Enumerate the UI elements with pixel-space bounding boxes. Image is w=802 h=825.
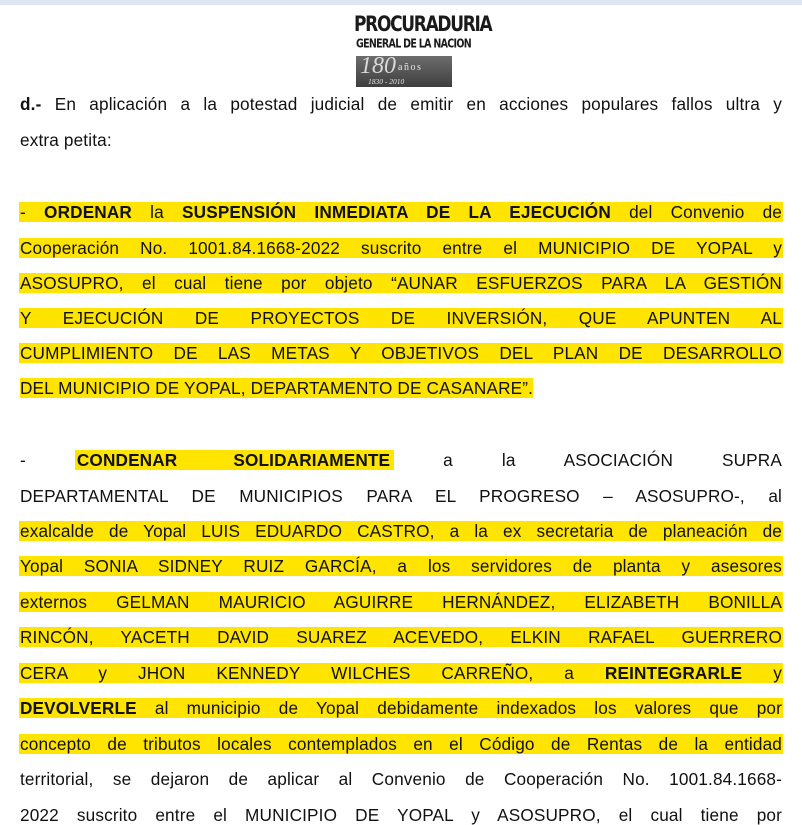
ordenar-line-6: DEL MUNICIPIO DE YOPAL, DEPARTAMENTO DE CASANARE”.	[20, 378, 534, 398]
logo-subtitle: GENERAL DE LA NACION	[356, 37, 471, 52]
condenar-line-2: DEPARTAMENTAL DE MUNICIPIOS PARA EL PROGRESO – ASOSUPRO-, al	[20, 486, 782, 506]
condenar-line-10: territorial, se dejaron de aplicar al Convenio de Cooperación No. 1001.84.1668-	[20, 769, 782, 789]
anniversary-number: 180	[360, 53, 396, 79]
top-frame-border	[0, 0, 802, 5]
ordenar-verb: ORDENAR	[44, 202, 132, 222]
ordenar-line-3: ASOSUPRO, el cual tiene por objeto “AUNAR ESFUERZOS PARA LA GESTIÓN	[20, 273, 782, 293]
logo-title: PROCURADURIA	[354, 12, 492, 37]
condenar-line-1: - CONDENAR SOLIDARIAMENTE a la ASOCIACIÓN SUPRA	[20, 450, 782, 470]
anniversary-word: años	[398, 62, 423, 73]
paragraph-label: d.-	[20, 94, 42, 114]
condenar-line-4: Yopal SONIA SIDNEY RUIZ GARCÍA, a los servidores de planta y asesores	[20, 556, 782, 576]
condenar-verb: CONDENAR SOLIDARIAMENTE	[75, 450, 394, 470]
anniversary-badge	[356, 53, 452, 87]
condenar-line-5: externos GELMAN MAURICIO AGUIRRE HERNÁNDEZ, ELIZABETH BONILLA	[20, 592, 782, 612]
devolverle-word: DEVOLVERLE	[20, 698, 137, 718]
condenar-line-9: concepto de tributos locales contemplados en el Código de Rentas de la entidad	[20, 734, 782, 754]
ordenar-object: SUSPENSIÓN INMEDIATA DE LA EJECUCIÓN	[182, 202, 611, 222]
condenar-line-7: CERA y JHON KENNEDY WILCHES CARREÑO, a REINTEGRARLE y	[20, 663, 782, 683]
condenar-line-3: exalcalde de Yopal LUIS EDUARDO CASTRO, a la ex secretaria de planeación de	[20, 521, 782, 541]
anniversary-years: 1830 - 2010	[368, 77, 405, 86]
condenar-line-11: 2022 suscrito entre el MUNICIPIO DE YOPAL y ASOSUPRO, el cual tiene por	[20, 805, 782, 825]
ordenar-line-1: - ORDENAR la SUSPENSIÓN INMEDIATA DE LA EJECUCIÓN del Convenio de	[20, 202, 783, 222]
ordenar-line-4: Y EJECUCIÓN DE PROYECTOS DE INVERSIÓN, QUE APUNTEN AL	[20, 308, 782, 328]
paragraph-d-line-1: d.- En aplicación a la potestad judicial de emitir en acciones populares fallos ultra y	[20, 94, 782, 114]
reintegrarle-word: REINTEGRARLE	[604, 663, 743, 683]
condenar-line-6: RINCÓN, YACETH DAVID SUAREZ ACEVEDO, ELKIN RAFAEL GUERRERO	[20, 627, 782, 647]
procuraduria-logo	[350, 10, 492, 90]
ordenar-line-2: Cooperación No. 1001.84.1668-2022 suscrito entre el MUNICIPIO DE YOPAL y	[20, 238, 782, 258]
condenar-line-8: DEVOLVERLE al municipio de Yopal debidamente indexados los valores que por	[20, 698, 782, 718]
paragraph-d-line-2: extra petita:	[20, 130, 112, 150]
ordenar-line-5: CUMPLIMIENTO DE LAS METAS Y OBJETIVOS DEL PLAN DE DESARROLLO	[20, 343, 782, 363]
